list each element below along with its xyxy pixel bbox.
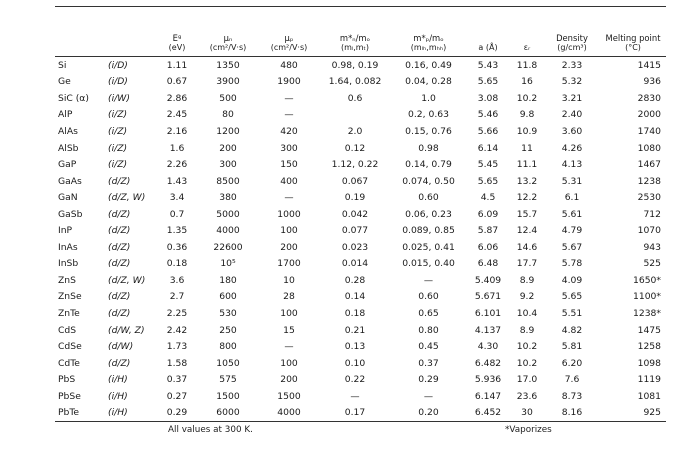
table-row <box>55 57 666 74</box>
column-symbol-eg: Eᵍ <box>172 33 182 43</box>
cell-type: (d/Z) <box>108 307 131 319</box>
column-unit-a: a (Å) <box>478 43 498 52</box>
table-row <box>55 272 666 289</box>
column-unit-mun: (cm²/V·s) <box>209 43 247 52</box>
cell-mup: 15 <box>283 324 295 336</box>
cell-mup: — <box>284 109 294 121</box>
cell-mp_c: 936 <box>643 76 661 88</box>
cell-mup: — <box>284 192 294 204</box>
cell-a: 6.48 <box>477 258 499 270</box>
cell-er: 9.8 <box>519 109 535 121</box>
cell-mn: — <box>350 390 360 402</box>
cell-mup: 100 <box>280 225 298 237</box>
cell-density: 6.1 <box>564 192 580 204</box>
cell-eg: 3.6 <box>169 274 185 286</box>
cell-density: 5.78 <box>561 258 583 270</box>
cell-er: 15.7 <box>516 208 538 220</box>
cell-mp: 0.025, 0.41 <box>402 241 455 253</box>
cell-type: (i/Z) <box>108 125 128 137</box>
cell-mn: 0.12 <box>344 142 366 154</box>
cell-mp: 0.074, 0.50 <box>402 175 455 187</box>
column-header-mp <box>391 7 466 57</box>
cell-er: 11.8 <box>516 59 538 71</box>
cell-mup: 28 <box>283 291 295 303</box>
cell-mat: AlP <box>58 109 73 121</box>
cell-mn: 1.12, 0.22 <box>331 159 379 171</box>
cell-type: (d/W) <box>108 341 134 353</box>
cell-mn: 0.14 <box>344 291 366 303</box>
column-symbol-mun: μₙ <box>223 33 233 43</box>
table-row <box>55 239 666 256</box>
column-header-density <box>544 7 600 57</box>
cell-a: 6.101 <box>474 307 502 319</box>
cell-er: 23.6 <box>516 390 538 402</box>
cell-mat: AlAs <box>58 125 78 137</box>
cell-mp: 0.015, 0.40 <box>402 258 455 270</box>
cell-er: 14.6 <box>516 241 538 253</box>
table-row <box>55 156 666 173</box>
cell-mp: 0.37 <box>418 357 439 369</box>
cell-mn: 0.6 <box>347 92 363 104</box>
cell-a: 5.671 <box>474 291 502 303</box>
cell-mp_c: 1238* <box>633 307 661 319</box>
cell-density: 3.60 <box>561 125 583 137</box>
table-body <box>55 57 666 422</box>
cell-mat: InAs <box>58 241 78 253</box>
table-row <box>55 305 666 322</box>
cell-mat: PbTe <box>58 407 80 419</box>
cell-type: (i/W) <box>108 92 130 104</box>
cell-mup: 150 <box>280 159 298 171</box>
cell-type: (i/Z) <box>108 142 128 154</box>
cell-a: 5.45 <box>477 159 499 171</box>
column-header-type <box>105 7 157 57</box>
cell-mp_c: 1100* <box>633 291 661 303</box>
cell-mp: 0.29 <box>418 374 439 386</box>
column-unit-mp_c: (°C) <box>625 43 641 52</box>
cell-eg: 1.11 <box>166 59 188 71</box>
cell-er: 17.7 <box>516 258 538 270</box>
table-row <box>55 74 666 91</box>
cell-eg: 2.42 <box>166 324 188 336</box>
cell-er: 9.2 <box>519 291 535 303</box>
cell-eg: 0.18 <box>166 258 188 270</box>
cell-mun: 530 <box>219 307 237 319</box>
cell-mup: 1500 <box>277 390 301 402</box>
cell-mp_c: 1238 <box>637 175 661 187</box>
cell-mup: 1900 <box>277 76 301 88</box>
cell-mn: 0.067 <box>341 175 369 187</box>
cell-density: 4.79 <box>561 225 583 237</box>
column-header-mn <box>319 7 391 57</box>
column-header-mun <box>197 7 259 57</box>
cell-mp_c: 2000 <box>637 109 661 121</box>
cell-a: 6.09 <box>477 208 499 220</box>
cell-a: 5.43 <box>477 59 499 71</box>
cell-density: 8.16 <box>561 407 583 419</box>
cell-eg: 0.37 <box>166 374 188 386</box>
cell-mun: 1050 <box>216 357 240 369</box>
cell-a: 6.452 <box>474 407 502 419</box>
cell-mat: GaSb <box>58 208 83 220</box>
cell-mp: — <box>423 274 434 286</box>
cell-mp_c: 925 <box>643 407 661 419</box>
column-unit-eg: (eV) <box>168 43 186 52</box>
cell-mn: 0.077 <box>341 225 369 237</box>
cell-mn <box>319 107 391 124</box>
cell-mup: 100 <box>280 357 298 369</box>
cell-er: 12.4 <box>516 225 538 237</box>
cell-density: 4.09 <box>561 274 583 286</box>
cell-mat: ZnS <box>58 274 76 286</box>
table-row <box>55 289 666 306</box>
cell-mun: 8500 <box>216 175 240 187</box>
cell-type: (d/Z) <box>108 258 131 270</box>
cell-mn: 0.18 <box>344 307 366 319</box>
cell-mp: 0.65 <box>418 307 439 319</box>
cell-density: 3.21 <box>561 92 583 104</box>
table-row <box>55 371 666 388</box>
cell-density: 5.61 <box>561 208 583 220</box>
cell-type: (i/D) <box>108 59 128 71</box>
cell-density: 2.40 <box>561 109 583 121</box>
cell-mp_c: 525 <box>643 258 661 270</box>
cell-a: 5.409 <box>474 274 502 286</box>
cell-er: 10.2 <box>516 341 538 353</box>
semiconductor-properties-table <box>55 6 666 422</box>
cell-mun: 3900 <box>216 76 240 88</box>
cell-density: 6.20 <box>561 357 583 369</box>
cell-density: 2.33 <box>561 59 583 71</box>
cell-eg: 1.6 <box>169 142 185 154</box>
cell-mup: 420 <box>280 125 298 137</box>
cell-density: 5.81 <box>561 341 583 353</box>
cell-mup: 300 <box>280 142 298 154</box>
cell-mun: 80 <box>222 109 234 121</box>
cell-mp_c: 1070 <box>637 225 661 237</box>
table-row <box>55 322 666 339</box>
cell-mp: 0.14, 0.79 <box>405 159 452 171</box>
cell-type: (d/Z) <box>108 208 131 220</box>
cell-er: 11 <box>521 142 533 154</box>
cell-a: 6.147 <box>474 390 502 402</box>
table-row <box>55 404 666 421</box>
cell-density: 4.26 <box>561 142 583 154</box>
table-row <box>55 107 666 124</box>
cell-mp: 0.04, 0.28 <box>405 76 452 88</box>
column-symbol-density: Density <box>556 33 588 43</box>
cell-eg: 0.36 <box>166 241 188 253</box>
cell-mun: 1350 <box>216 59 240 71</box>
cell-er: 17.0 <box>516 374 538 386</box>
cell-mn: 0.98, 0.19 <box>331 59 379 71</box>
cell-density: 4.13 <box>561 159 583 171</box>
cell-eg: 0.67 <box>166 76 188 88</box>
cell-mp: 0.60 <box>418 192 439 204</box>
cell-mup: — <box>284 92 294 104</box>
cell-a: 6.06 <box>477 241 499 253</box>
cell-mn: 0.19 <box>344 192 366 204</box>
cell-eg: 2.16 <box>166 125 188 137</box>
cell-eg: 2.86 <box>166 92 188 104</box>
cell-mp_c: 943 <box>643 241 661 253</box>
table-header-row <box>55 7 666 57</box>
cell-mup: — <box>284 341 294 353</box>
cell-er: 10.4 <box>516 307 538 319</box>
table-row <box>55 256 666 273</box>
column-header-eg <box>157 7 197 57</box>
cell-er: 11.1 <box>516 159 538 171</box>
column-symbol-mn: m*ₙ/mₒ <box>339 33 371 43</box>
cell-mat: GaN <box>58 192 78 204</box>
cell-mn: 0.023 <box>341 241 369 253</box>
column-symbol-mp: m*ₚ/mₒ <box>413 33 444 43</box>
column-symbol-mup: μₚ <box>284 33 294 43</box>
table-row <box>55 338 666 355</box>
cell-mun: 380 <box>219 192 237 204</box>
cell-density: 5.32 <box>561 76 583 88</box>
cell-mun: 180 <box>219 274 237 286</box>
column-header-mat <box>55 7 105 57</box>
cell-mp: 0.60 <box>418 291 439 303</box>
cell-mun: 300 <box>219 159 237 171</box>
cell-mun: 1200 <box>216 125 240 137</box>
cell-mp: 0.089, 0.85 <box>402 225 455 237</box>
cell-mat: GaP <box>58 159 77 171</box>
cell-mat: ZnTe <box>58 307 80 319</box>
cell-type: (d/Z) <box>108 175 131 187</box>
cell-a: 6.482 <box>474 357 502 369</box>
cell-er: 8.9 <box>519 274 535 286</box>
cell-mp: 0.20 <box>418 407 439 419</box>
cell-type: (d/Z) <box>108 225 131 237</box>
cell-mun: 575 <box>219 374 237 386</box>
cell-mup: 1000 <box>277 208 301 220</box>
cell-mun: 500 <box>219 92 237 104</box>
cell-type: (i/H) <box>108 407 128 419</box>
cell-mup: 400 <box>280 175 298 187</box>
cell-mp: 0.45 <box>418 341 439 353</box>
cell-mp_c: 1080 <box>637 142 661 154</box>
cell-eg: 1.43 <box>166 175 188 187</box>
cell-mn: 0.042 <box>341 208 369 220</box>
cell-mun: 600 <box>219 291 237 303</box>
cell-mat: Si <box>58 59 67 71</box>
cell-mup: 200 <box>280 374 298 386</box>
cell-mp: 0.15, 0.76 <box>405 125 452 137</box>
cell-er: 13.2 <box>516 175 538 187</box>
cell-mat: Ge <box>58 76 71 88</box>
cell-mat: ZnSe <box>58 291 82 303</box>
cell-a: 4.30 <box>477 341 499 353</box>
cell-mn: 0.28 <box>344 274 366 286</box>
cell-a: 5.936 <box>474 374 502 386</box>
cell-a: 5.66 <box>477 125 499 137</box>
cell-a: 5.46 <box>477 109 499 121</box>
cell-eg: 3.4 <box>169 192 185 204</box>
cell-er: 10.2 <box>516 357 538 369</box>
cell-mat: CdS <box>58 324 77 336</box>
table-row <box>55 388 666 405</box>
cell-mp: 0.98 <box>418 142 439 154</box>
cell-mn: 0.10 <box>344 357 366 369</box>
cell-mup: 1700 <box>277 258 301 270</box>
cell-mup: 480 <box>280 59 298 71</box>
column-header-er <box>510 7 544 57</box>
cell-mun: 250 <box>219 324 237 336</box>
cell-eg: 1.58 <box>166 357 188 369</box>
cell-mp: 0.2, 0.63 <box>408 109 449 121</box>
table-row <box>55 123 666 140</box>
cell-er: 16 <box>521 76 533 88</box>
cell-mp_c: 2830 <box>637 92 661 104</box>
column-header-a <box>466 7 510 57</box>
cell-mat: CdSe <box>58 341 82 353</box>
cell-mup: 200 <box>280 241 298 253</box>
column-header-mp_c <box>600 7 666 57</box>
cell-mp: 0.80 <box>418 324 439 336</box>
cell-type: (i/Z) <box>108 109 128 121</box>
cell-eg: 2.45 <box>166 109 188 121</box>
cell-mat: SiC (α) <box>58 92 89 104</box>
cell-mp: — <box>423 390 434 402</box>
cell-eg: 0.7 <box>169 208 185 220</box>
cell-mp_c: 1098 <box>637 357 661 369</box>
table-row <box>55 206 666 223</box>
column-unit-density: (g/cm³) <box>557 43 587 52</box>
cell-density: 5.51 <box>561 307 583 319</box>
cell-density: 4.82 <box>561 324 583 336</box>
cell-mn: 1.64, 0.082 <box>328 76 382 88</box>
cell-eg: 0.27 <box>166 390 188 402</box>
table-row <box>55 222 666 239</box>
cell-a: 4.137 <box>474 324 502 336</box>
cell-mn: 0.17 <box>344 407 366 419</box>
cell-mp: 1.0 <box>421 92 436 104</box>
cell-er: 12.2 <box>516 192 538 204</box>
cell-mun: 1500 <box>216 390 240 402</box>
cell-mat: PbS <box>58 374 76 386</box>
cell-type: (i/H) <box>108 390 128 402</box>
cell-eg: 0.29 <box>166 407 188 419</box>
cell-type: (d/Z, W) <box>108 192 146 204</box>
cell-mn: 0.014 <box>341 258 369 270</box>
column-unit-mp: (mₗₕ,mₕₕ) <box>410 43 447 52</box>
cell-eg: 1.35 <box>166 225 188 237</box>
cell-mup: 100 <box>280 307 298 319</box>
cell-mun: 10⁵ <box>220 258 236 270</box>
cell-mat: CdTe <box>58 357 80 369</box>
cell-density: 5.67 <box>561 241 583 253</box>
column-header-mup <box>259 7 319 57</box>
cell-type: (d/Z, W) <box>108 274 146 286</box>
cell-mp_c: 1081 <box>637 390 661 402</box>
cell-a: 5.87 <box>477 225 499 237</box>
cell-density: 8.73 <box>561 390 583 402</box>
cell-eg: 1.73 <box>166 341 188 353</box>
column-unit-mn: (mₗ,mₜ) <box>340 43 370 52</box>
table-row <box>55 189 666 206</box>
cell-er: 10.9 <box>516 125 538 137</box>
cell-mp_c: 1740 <box>637 125 661 137</box>
cell-mp_c: 1475 <box>637 324 661 336</box>
cell-mn: 2.0 <box>347 125 363 137</box>
table-row <box>55 140 666 157</box>
cell-er: 30 <box>521 407 533 419</box>
cell-a: 5.65 <box>477 175 499 187</box>
table-row <box>55 355 666 372</box>
cell-type: (d/Z) <box>108 241 131 253</box>
cell-type: (i/D) <box>108 76 128 88</box>
cell-mun: 22600 <box>213 241 243 253</box>
cell-eg: 2.25 <box>166 307 188 319</box>
cell-mup: 4000 <box>277 407 301 419</box>
cell-type: (i/H) <box>108 374 128 386</box>
column-symbol-mp_c: Melting point <box>605 33 661 43</box>
cell-a: 3.08 <box>477 92 499 104</box>
cell-density: 5.31 <box>561 175 583 187</box>
cell-mun: 800 <box>219 341 237 353</box>
footnote-temperature: All values at 300 K. <box>168 425 253 435</box>
cell-type: (d/W, Z) <box>108 324 145 336</box>
cell-type: (d/Z) <box>108 357 131 369</box>
column-unit-mup: (cm²/V·s) <box>270 43 308 52</box>
cell-mup: 10 <box>283 274 295 286</box>
cell-mun: 6000 <box>216 407 240 419</box>
cell-mat: GaAs <box>58 175 82 187</box>
cell-mn: 0.22 <box>344 374 366 386</box>
cell-er: 10.2 <box>516 92 538 104</box>
cell-mun: 4000 <box>216 225 240 237</box>
cell-eg: 2.7 <box>169 291 185 303</box>
cell-mp_c: 1258 <box>637 341 661 353</box>
cell-er: 8.9 <box>519 324 535 336</box>
footnote-vaporizes: *Vaporizes <box>505 425 552 435</box>
cell-mat: PbSe <box>58 390 81 402</box>
cell-density: 7.6 <box>564 374 580 386</box>
cell-mp: 0.16, 0.49 <box>405 59 452 71</box>
cell-mat: InSb <box>58 258 79 270</box>
cell-mp_c: 1119 <box>637 374 661 386</box>
cell-eg: 2.26 <box>166 159 188 171</box>
column-unit-er: εᵣ <box>523 43 531 52</box>
cell-a: 4.5 <box>480 192 496 204</box>
cell-mn: 0.21 <box>344 324 366 336</box>
cell-mat: InP <box>58 225 73 237</box>
cell-mp_c: 2530 <box>637 192 661 204</box>
cell-mn: 0.13 <box>344 341 366 353</box>
cell-mp_c: 1415 <box>637 59 661 71</box>
cell-mp_c: 712 <box>643 208 661 220</box>
cell-density: 5.65 <box>561 291 583 303</box>
cell-mp_c: 1650* <box>633 274 661 286</box>
cell-mp: 0.06, 0.23 <box>405 208 452 220</box>
cell-mat: AlSb <box>58 142 79 154</box>
cell-a: 6.14 <box>477 142 499 154</box>
cell-type: (d/Z) <box>108 291 131 303</box>
cell-mun: 200 <box>219 142 237 154</box>
cell-a: 5.65 <box>477 76 499 88</box>
table-row <box>55 90 666 107</box>
cell-type: (i/Z) <box>108 159 128 171</box>
cell-mp_c: 1467 <box>637 159 661 171</box>
cell-mun: 5000 <box>216 208 240 220</box>
table-row <box>55 173 666 190</box>
